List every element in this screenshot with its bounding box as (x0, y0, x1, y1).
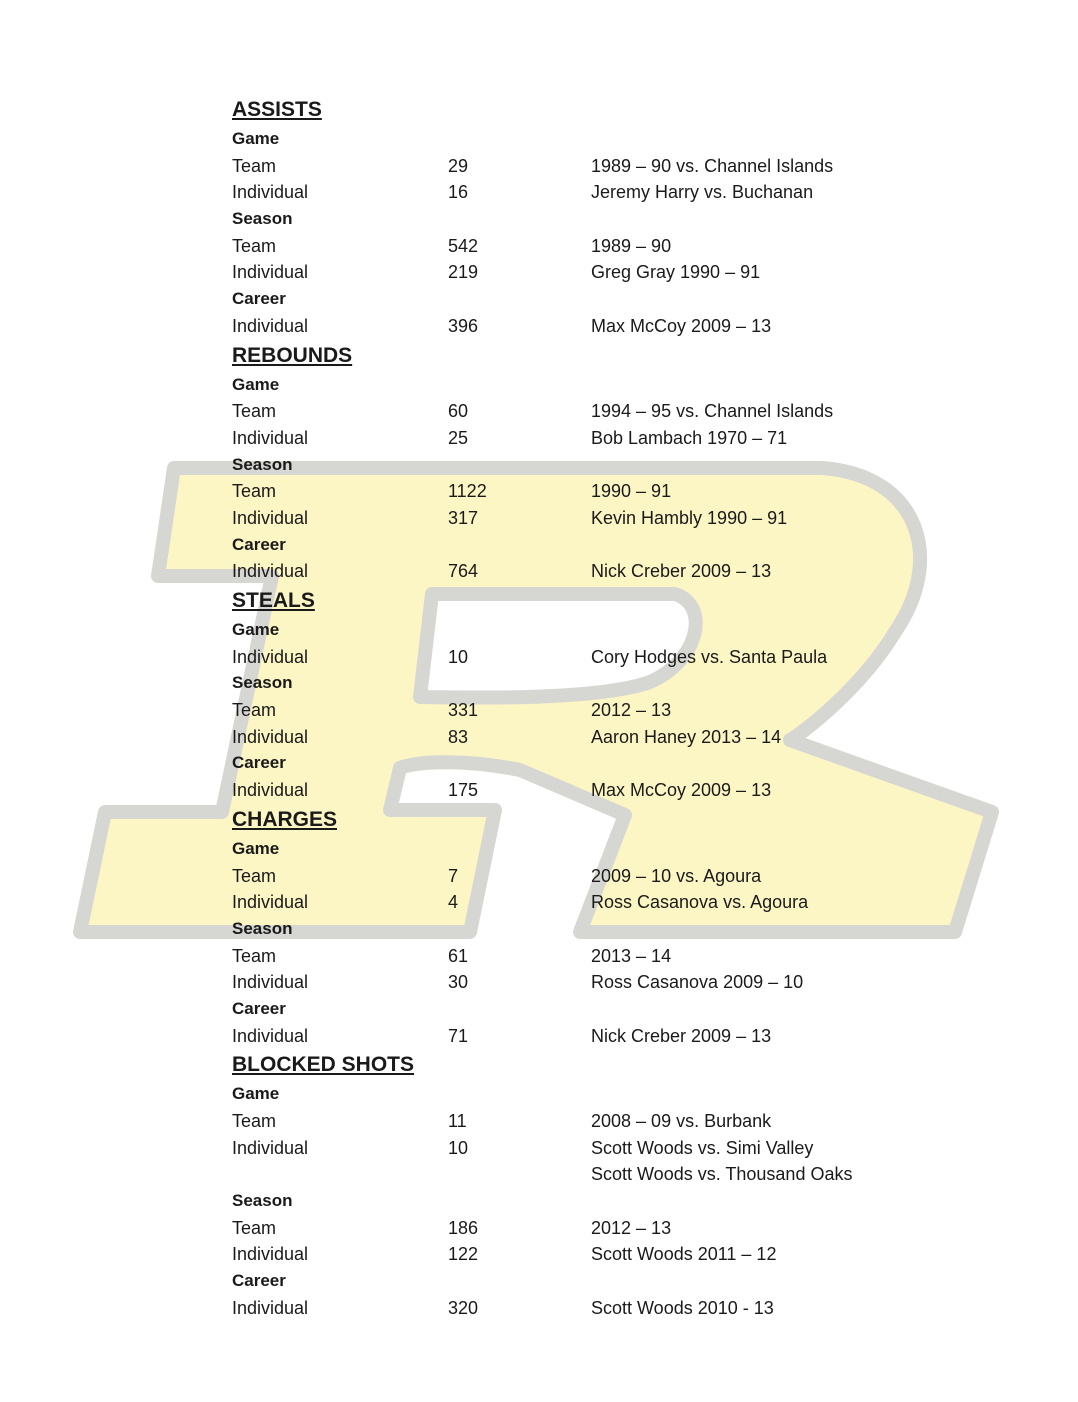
record-value: 4 (448, 892, 459, 913)
record-label: Team (232, 865, 277, 886)
record-holder: Jeremy Harry vs. Buchanan (591, 182, 814, 203)
section-assists (232, 94, 932, 340)
record-label: Individual (232, 561, 309, 582)
record-holder: Ross Casanova 2009 – 10 (591, 972, 804, 993)
group-heading: Career (232, 289, 286, 309)
record-holder: 1989 – 90 (591, 235, 672, 256)
record-label: Individual (232, 427, 309, 448)
record-label: Individual (232, 646, 309, 667)
record-label: Team (232, 155, 277, 176)
section-title: STEALS (232, 589, 315, 612)
record-holder: Kevin Hambly 1990 – 91 (591, 507, 788, 528)
record-row (232, 1241, 932, 1268)
group-heading: Season (232, 673, 293, 693)
record-value: 186 (448, 1217, 479, 1238)
record-value: 71 (448, 1025, 469, 1046)
record-value: 25 (448, 427, 469, 448)
record-label: Team (232, 945, 277, 966)
group-heading: Career (232, 1271, 286, 1291)
group-heading: Season (232, 454, 293, 474)
group-heading: Career (232, 998, 286, 1018)
record-holder: Cory Hodges vs. Santa Paula (591, 646, 828, 667)
record-row (232, 777, 932, 804)
record-row (232, 697, 932, 724)
record-holder: 1990 – 91 (591, 481, 672, 502)
record-holder: Scott Woods 2010 - 13 (591, 1297, 774, 1318)
record-holder: 1994 – 95 vs. Channel Islands (591, 401, 834, 422)
record-holder: Scott Woods vs. Simi Valley (591, 1137, 814, 1158)
record-holder: Greg Gray 1990 – 91 (591, 262, 761, 283)
record-label: Team (232, 235, 277, 256)
record-label: Team (232, 1217, 277, 1238)
record-row (232, 1023, 932, 1050)
record-label: Individual (232, 315, 309, 336)
record-value: 29 (448, 155, 469, 176)
record-row (232, 505, 932, 532)
record-holder: 2012 – 13 (591, 1217, 672, 1238)
record-label: Individual (232, 182, 309, 203)
record-row (232, 558, 932, 585)
record-row (232, 153, 932, 180)
group-heading: Season (232, 918, 293, 938)
record-row (232, 889, 932, 916)
record-value: 175 (448, 780, 479, 801)
record-row (232, 943, 932, 970)
record-value: 320 (448, 1297, 479, 1318)
section-steals (232, 585, 932, 804)
record-row (232, 1215, 932, 1242)
records-list (232, 94, 932, 1322)
record-holder-secondary: Scott Woods vs. Thousand Oaks (591, 1164, 853, 1185)
record-row (232, 1108, 932, 1135)
record-holder: Ross Casanova vs. Agoura (591, 892, 809, 913)
record-holder: Nick Creber 2009 – 13 (591, 1025, 772, 1046)
record-label: Individual (232, 1244, 309, 1265)
section-charges (232, 804, 932, 1050)
section-title: ASSISTS (232, 98, 322, 121)
record-label: Individual (232, 1137, 309, 1158)
record-value: 219 (448, 262, 479, 283)
record-value: 1122 (448, 481, 487, 502)
group-heading: Season (232, 209, 293, 229)
record-row (232, 969, 932, 996)
group-heading: Game (232, 374, 280, 394)
record-value: 61 (448, 945, 469, 966)
record-holder: 2013 – 14 (591, 945, 672, 966)
record-label: Individual (232, 892, 309, 913)
group-heading: Career (232, 534, 286, 554)
record-row (232, 313, 932, 340)
record-value: 764 (448, 561, 479, 582)
group-heading: Game (232, 129, 280, 148)
record-value: 542 (448, 235, 479, 256)
record-holder: 2008 – 09 vs. Burbank (591, 1111, 772, 1131)
group-heading: Season (232, 1191, 293, 1211)
section-title: CHARGES (232, 807, 338, 831)
record-holder: 2009 – 10 vs. Agoura (591, 865, 762, 886)
record-value: 11 (448, 1111, 467, 1131)
record-value: 30 (448, 972, 469, 993)
record-row (232, 478, 932, 505)
record-label: Team (232, 481, 277, 502)
record-label: Individual (232, 780, 309, 801)
record-row (232, 1135, 932, 1188)
section-blocked-shots (232, 1049, 932, 1321)
record-value: 16 (448, 182, 469, 203)
section-rebounds (232, 340, 932, 586)
record-label: Individual (232, 726, 309, 747)
section-title: REBOUNDS (232, 343, 353, 367)
record-holder: Max McCoy 2009 – 13 (591, 315, 772, 336)
record-value: 317 (448, 507, 479, 528)
record-holder: Scott Woods 2011 – 12 (591, 1244, 777, 1265)
record-row (232, 1295, 932, 1322)
record-row (232, 233, 932, 260)
record-label: Individual (232, 262, 309, 283)
record-holder: Bob Lambach 1970 – 71 (591, 427, 788, 448)
record-row (232, 644, 932, 671)
record-value: 331 (448, 700, 479, 721)
record-holder: Nick Creber 2009 – 13 (591, 561, 772, 582)
record-value: 60 (448, 401, 469, 422)
record-holder: 1989 – 90 vs. Channel Islands (591, 155, 834, 176)
record-value: 83 (448, 726, 469, 747)
record-row (232, 425, 932, 452)
record-label: Team (232, 401, 277, 422)
record-label: Individual (232, 1297, 309, 1318)
record-label: Individual (232, 507, 309, 528)
record-value: 7 (448, 865, 459, 886)
record-value: 396 (448, 315, 479, 336)
record-value: 122 (448, 1244, 479, 1265)
record-value: 10 (448, 646, 469, 667)
record-row (232, 863, 932, 890)
record-label: Team (232, 700, 277, 721)
record-row (232, 179, 932, 206)
record-value: 10 (448, 1137, 469, 1158)
record-row (232, 398, 932, 425)
record-row (232, 724, 932, 751)
record-holder: 2012 – 13 (591, 700, 672, 721)
record-holder: Aaron Haney 2013 – 14 (591, 726, 782, 747)
section-title: BLOCKED SHOTS (232, 1053, 415, 1077)
record-row (232, 259, 932, 286)
record-holder: Max McCoy 2009 – 13 (591, 780, 772, 801)
group-heading: Game (232, 838, 280, 858)
group-heading: Career (232, 753, 286, 773)
record-label: Individual (232, 972, 309, 993)
group-heading: Game (232, 620, 280, 639)
group-heading: Game (232, 1084, 280, 1104)
record-label: Individual (232, 1025, 309, 1046)
record-label: Team (232, 1111, 277, 1131)
